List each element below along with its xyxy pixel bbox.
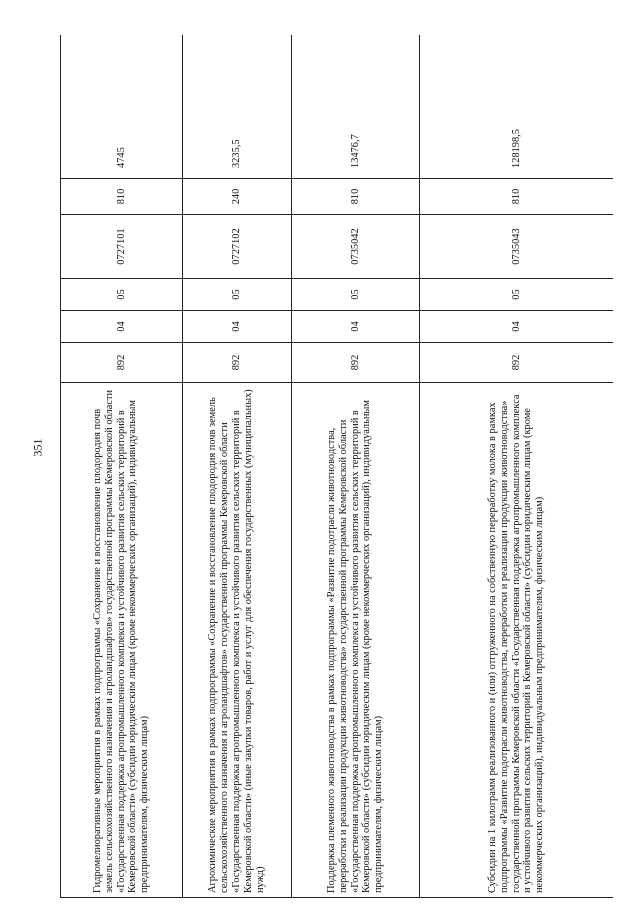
rotated-table-container — [60, 35, 613, 898]
row-name: Поддержка племенного животноводства в рамках подпрограммы «Развитие подотрасли животноводства, переработки и реализации продукции животноводства» государственной программы Кемеровской области «Государственная поддержка агропромышленного комплекса и устойчивого развития сельских территорий в Кемеровской области» (субсидии юридическим лицам (кроме некоммерческих организаций), индивидуальным предпринимателям, физическим лицам) — [292, 383, 420, 898]
amount: 3235,5 — [183, 35, 292, 179]
expense-type-code: 810 — [420, 179, 614, 215]
expense-type-code: 810 — [61, 179, 183, 215]
table-row — [183, 35, 292, 898]
expense-type-code: 810 — [292, 179, 420, 215]
target-article-code: 0735042 — [292, 215, 420, 279]
amount: 128198,5 — [420, 35, 614, 179]
budget-table — [60, 35, 613, 898]
target-article-code: 0735043 — [420, 215, 614, 279]
ministry-code: 892 — [183, 343, 292, 383]
page-number: 351 — [30, 438, 45, 457]
target-article-code: 0727102 — [183, 215, 292, 279]
expense-type-code: 240 — [183, 179, 292, 215]
amount: 13476,7 — [292, 35, 420, 179]
section-code: 04 — [61, 311, 183, 343]
row-name: Субсидии на 1 килограмм реализованного и (или) отгруженного на собственную переработку молока в рамках подпрограммы «Развитие подотрасли животноводства, переработки и реализации продукции животноводства» государственной программы Кемеровской области «Государственная поддержка агропромышленного комплекса и устойчивого развития сельских территорий в Кемеровской области» (субсидии юридическим лицам (кроме некоммерческих организаций), индивидуальным предпринимателям, физическим лицам) — [420, 383, 614, 898]
subsection-code: 05 — [61, 279, 183, 311]
target-article-code: 0727101 — [61, 215, 183, 279]
section-code: 04 — [292, 311, 420, 343]
ministry-code: 892 — [420, 343, 614, 383]
subsection-code: 05 — [420, 279, 614, 311]
amount: 4745 — [61, 35, 183, 179]
section-code: 04 — [420, 311, 614, 343]
row-name: Агрохимические мероприятия в рамках подпрограммы «Сохранение и восстановление плодородия почв земель сельскохозяйственного назначения и агроландшафтов» государственной программы Кемеровской области «Государственная поддержка агропромышленного комплекса и устойчивого развития сельских территорий в Кемеровской области» (иные закупки товаров, работ и услуг для обеспечения государственных (муниципальных) нужд) — [183, 383, 292, 898]
page-frame — [60, 35, 613, 898]
row-name: Гидромелиоративные мероприятия в рамках подпрограммы «Сохранение и восстановление плодородия почв земель сельскохозяйственного назначения и агроландшафтов» государственной программы Кемеровской области «Государственная поддержка агропромышленного комплекса и устойчивого развития сельских территорий в Кемеровской области» (субсидии юридическим лицам (кроме некоммерческих организаций), индивидуальным предпринимателям, физическим лицам) — [61, 383, 183, 898]
subsection-code: 05 — [183, 279, 292, 311]
subsection-code: 05 — [292, 279, 420, 311]
table-row — [420, 35, 614, 898]
ministry-code: 892 — [292, 343, 420, 383]
section-code: 04 — [183, 311, 292, 343]
ministry-code: 892 — [61, 343, 183, 383]
table-row — [61, 35, 183, 898]
table-row — [292, 35, 420, 898]
